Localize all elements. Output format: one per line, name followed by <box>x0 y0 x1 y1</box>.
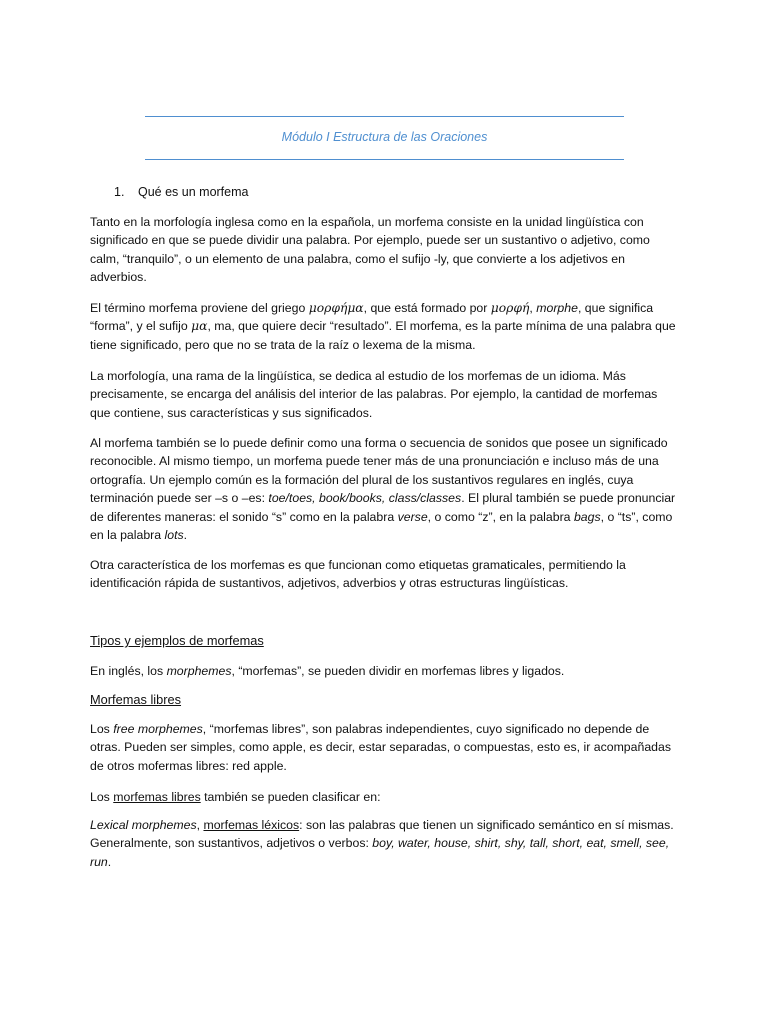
section-title: Qué es un morfema <box>138 185 249 199</box>
paragraph-morfologia <box>90 367 678 422</box>
paragraph-morfema-definition <box>90 213 678 287</box>
paragraph-lexical-morphemes <box>90 816 678 871</box>
text-run: , o “ts”, como en la palabra <box>90 509 673 543</box>
paragraph-text <box>90 434 678 544</box>
text-run: , o como “z”, en la palabra <box>427 509 574 524</box>
paragraph-free-morphemes <box>90 720 678 775</box>
text-run: , “morfemas libres”, son palabras independientes, cuyo significado no depende de otras. Pueden ser simples, como apple, es decir, estar separadas, o compuestas, esto es, ir acompañadas de otros mofermas libres: red apple. <box>90 722 671 773</box>
underlined-term: morfemas léxicos <box>203 818 300 832</box>
text-run: . El plural también se puede pronunciar de diferentes maneras: el sonido “s” como en la palabra <box>90 491 676 524</box>
text-run: , <box>196 818 204 832</box>
italic-term: Lexical morphemes <box>90 818 197 832</box>
italic-term: morphemes <box>166 664 232 678</box>
italic-term: verse <box>397 509 428 524</box>
text-run: . <box>183 528 188 543</box>
subheading-text: Morfemas libres <box>90 692 182 707</box>
document-title: Módulo I Estructura de las Oraciones <box>281 130 488 144</box>
paragraph-classification <box>90 788 678 806</box>
paragraph-types-intro <box>90 662 678 680</box>
heading-tipos-morfemas <box>90 632 678 650</box>
text-run: . <box>107 854 112 869</box>
heading-morfemas-libres <box>90 691 678 709</box>
section-1-heading <box>114 183 248 201</box>
paragraph-text <box>90 662 678 680</box>
paragraph-text: La morfología, una rama de la lingüística, se dedica al estudio de los morfemas de un idioma. Más precisamente, se encarga del análisis del interior de las palabras. Por ejemplo, la cantidad de morfemas que contiene, sus características y sus significados. <box>90 369 658 420</box>
text-run: también se pueden clasificar en: <box>200 790 381 804</box>
italic-term: bags <box>573 509 601 524</box>
header-bottom-rule <box>145 159 624 160</box>
paragraph-text <box>90 299 678 354</box>
text-run: Los <box>90 722 114 736</box>
list-number: 1. <box>114 185 125 199</box>
text-run: , que está formado por <box>363 301 491 315</box>
paragraph-text: Tanto en la morfología inglesa como en la española, un morfema consiste en la unidad lingüística con significado en que se puede dividir una palabra. Por ejemplo, puede ser un sustantivo o adjetivo, como calm, “tranquilo”, o un elemento de una palabra, como el sufijo -ly, que convierte a los adjetivos en adverbios. <box>90 215 650 285</box>
greek-word: μορφή <box>490 301 530 315</box>
header-top-rule <box>145 116 624 117</box>
text-run: , “morfemas”, se pueden dividir en morfemas libres y ligados. <box>231 664 565 678</box>
text-run: , <box>529 301 537 315</box>
italic-examples: boy, water, house, shirt, shy, tall, short, eat, smell, see, run <box>90 836 670 869</box>
paragraph-text <box>90 720 678 775</box>
italic-term: morphe <box>536 301 578 315</box>
paragraph-grammatical-tags <box>90 556 678 593</box>
subheading-text: Tipos y ejemplos de morfemas <box>90 633 264 648</box>
text-run: Al morfema también se lo puede definir como una forma o secuencia de sonidos que posee un significado reconocible. Al mismo tiempo, un morfema puede tener más de una pronunciación e incluso más de una ortografía. Un ejemplo común es la formación del plural de los sustantivos regulares en inglés, cuya terminación puede ser –s o –es: <box>90 436 668 506</box>
paragraph-etymology <box>90 299 678 354</box>
text-run: El término morfema proviene del griego <box>90 301 309 315</box>
greek-word: μα <box>191 319 208 334</box>
paragraph-plural-forms <box>90 434 678 544</box>
italic-term: lots <box>164 528 184 543</box>
text-run: , que significa “forma”, y el sufijo <box>90 301 654 334</box>
underlined-term: morfemas libres <box>113 790 201 804</box>
paragraph-text: Otra característica de los morfemas es que funcionan como etiquetas gramaticales, permitiendo la identificación rápida de sustantivos, adjetivos, adverbios y otras estructuras lingüísticas. <box>90 558 626 591</box>
text-run: Los <box>90 790 114 804</box>
text-run: , ma, que quiere decir “resultado”. El morfema, es la parte mínima de una palabra que tiene significado, pero que no se trata de la raíz o lexema de la misma. <box>90 319 676 352</box>
text-run: En inglés, los <box>90 664 167 678</box>
italic-term: free morphemes <box>113 722 203 736</box>
greek-word: μορφήμα <box>308 301 364 315</box>
paragraph-text <box>90 788 678 806</box>
italic-examples: toe/toes, book/books, class/classes <box>268 491 462 506</box>
paragraph-text <box>90 816 678 871</box>
text-run: : son las palabras que tienen un significado semántico en sí mismas. Generalmente, son sustantivos, adjetivos o verbos: <box>90 818 674 851</box>
